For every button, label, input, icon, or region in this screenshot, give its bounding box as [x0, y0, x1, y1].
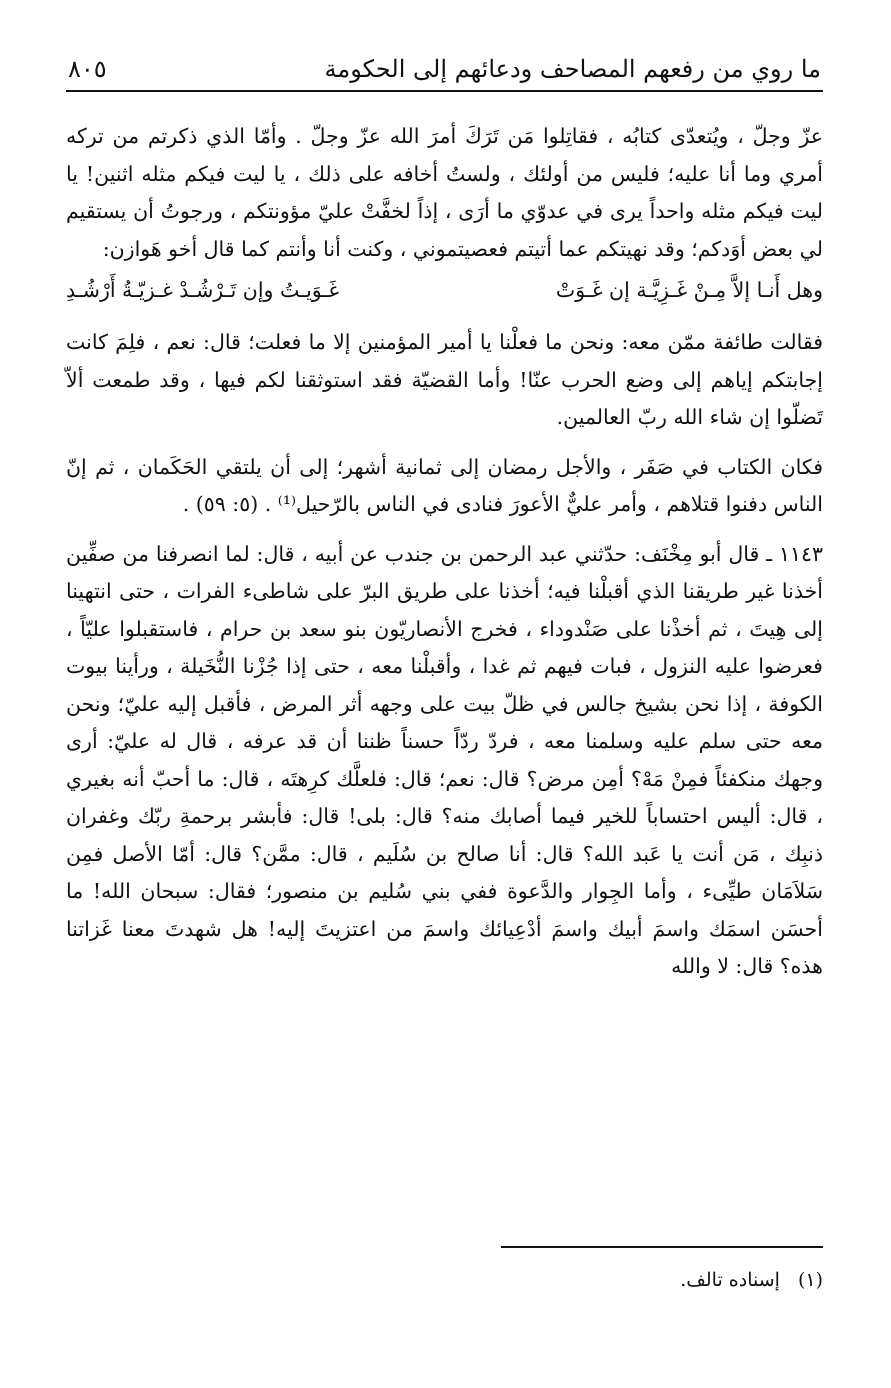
page-number: ٨٠٥	[68, 55, 107, 83]
body-text	[66, 118, 823, 986]
footnote	[680, 1266, 823, 1294]
running-header	[66, 52, 823, 92]
footnote-text: إسناده تالف.	[680, 1269, 780, 1291]
book-page	[66, 52, 823, 1372]
verse-first-hemistich: وهل أَنـا إلاَّ مِـنْ غَـزِيَّـة إن غَـوَتْ	[555, 278, 823, 302]
running-title: ما روي من رفعهم المصاحف ودعائهم إلى الحكومة	[324, 55, 821, 83]
verse-second-hemistich: غَـوَيـتُ وإن تَـرْشُـدْ غـزيّـةُ أَرْشُـدِ	[66, 278, 340, 302]
footnote-number: (١)	[797, 1269, 823, 1291]
paragraph-ali-speech: عزّ وجلّ ، ويُتعدّى كتابُه ، فقاتِلوا مَن تَرَكَ أمرَ الله عزّ وجلّ . وأمّا الذي ذكرتم من تركه أمري وما أنا عليه؛ فليس من أولئك ، ولستُ أخافه على ذلك ، يا ليت فيكم مثله اثنين! يا ليت فيكم مثله واحداً يرى في عدوّي ما أرَى ، إذاً لخفَّتْ عليّ مؤونتكم ، ورجوتُ أن يستقيم لي بعض أوَدكم؛ وقد نهيتكم عما أتيتم فعصيتموني ، وكنت أنا وأنتم كما قال أخو هَوازن:	[66, 124, 823, 261]
paragraph-arbitration-date: فكان الكتاب في صَفَر ، والأجل رمضان إلى ثمانية أشهر؛ إلى أن يلتقي الحَكَمان ، ثم إنّ الناس دفنوا قتلاهم ، وأمر عليٌّ الأعورَ فنادى في الناس بالرّحيل⁽¹⁾ . (٥: ٥٩) .	[66, 454, 823, 516]
footnote-divider	[501, 1246, 823, 1248]
poetry-verse	[66, 270, 823, 310]
paragraph-group-reply: فقالت طائفة ممّن معه: ونحن ما فعلْنا يا أمير المؤمنين إلا ما فعلت؛ قال: نعم ، فلِمَ كانت إجابتكم إياهم إلى وضع الحرب عنّا! وأما القضيّة فقد استوثقنا لكم فيها ، وقد طمعت ألاّ تَضلّوا إن شاء الله ربّ العالمين.	[66, 330, 823, 429]
paragraph-narration-1143: ١١٤٣ ـ قال أبو مِخْنَف: حدّثني عبد الرحمن بن جندب عن أبيه ، قال: لما انصرفنا من صفِّين أخذنا غير طريقنا الذي أقبلْنا فيه؛ أخذنا على طريق البرّ على شاطىء الفرات ، حتى انتهينا إلى هِيتَ ، ثم أخذْنا على صَنْدوداء ، فخرج الأنصاريّون بنو سعد بن حرام ، فاستقبلوا عليّاً ، فعرضوا عليه النزول ، فبات فيهم ثم غدا ، وأقبلْنا معه ، حتى إذا جُزْنا النُّخَيلة ، ورأينا بيوت الكوفة ، إذا نحن بشيخ جالس في ظلّ بيت على وجهه أثر المرض ، فأقبل إليه عليّ؛ ونحن معه حتى سلم عليه وسلمنا معه ، فردّ ردّاً حسناً ظننا أن قد عرفه ، قال له عليّ: أرى وجهك منكفئاً فمِنْ مَهْ؟ أمِن مرض؟ قال: نعم؛ قال: فلعلَّك كرِهتَه ، قال: ما أحبّ أنه بغيري ، قال: أليس احتساباً للخير فيما أصابك منه؟ قال: بلى! قال: فأبشر برحمةِ ربّك وغفران ذنبِك ، مَن أنت يا عَبد الله؟ قال: أنا صالح بن سُلَيم ، قال: ممَّن؟ قال: أمّا الأصل فمِن سَلاَمَان طيِّىء ، وأما الجِوار والدَّعوة ففي بني سُليم بن منصور؛ فقال: سبحان الله! ما أحسَن اسمَك واسمَ أبيك واسمَ أدْعِيائك واسمَ من اعتزيتَ إليه! هل شهدتَ معنا غَزاتنا هذه؟ قال: لا والله	[66, 541, 823, 978]
